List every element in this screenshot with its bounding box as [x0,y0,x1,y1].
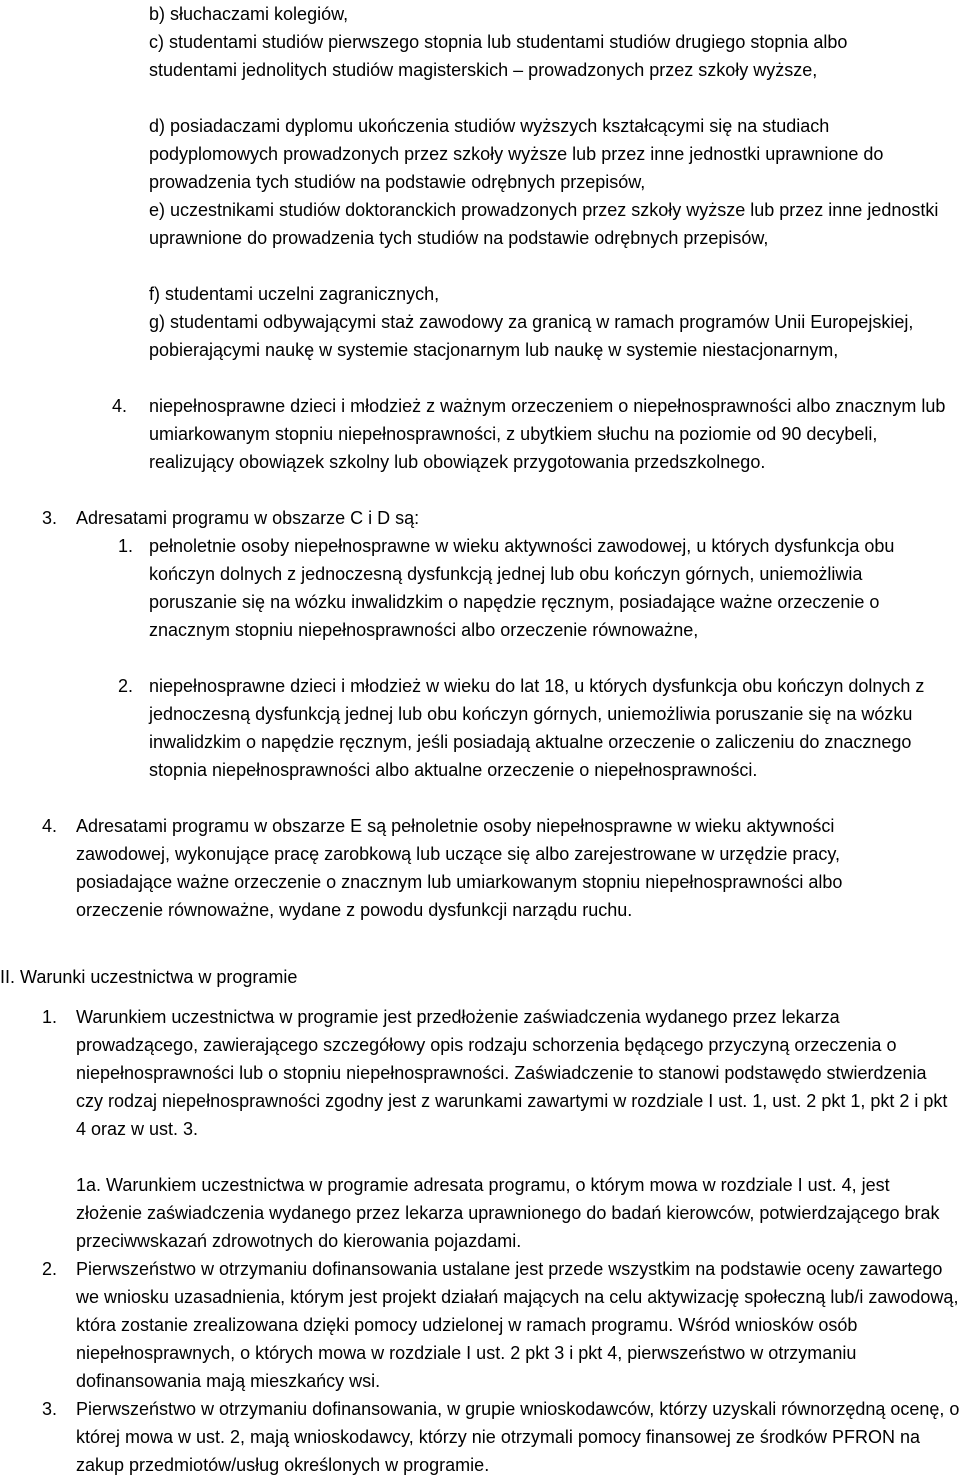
list-number: 1. [118,536,134,556]
list-item-text: niepełnosprawne dzieci i młodzież z ważnym orzeczeniem o niepełnosprawności albo znacznym lub umiarkowanym stopniu niepełnosprawności, z ubytkiem słuchu na poziomie od 90 decybeli, realizujący obowiązek szkolny lub obowiązek przygotowania przedszkolnego. [149,396,946,472]
section-heading-ii: II. Warunki uczestnictwa w programie [0,967,298,987]
section-3-item-2 [118,672,960,784]
section-3-heading: Adresatami programu w obszarze C i D są: [76,508,420,528]
list-item-e: e) uczestnikami studiów doktoranckich prowadzonych przez szkoły wyższe lub przez inne jednostki uprawnione do prowadzenia tych studiów na podstawie odrębnych przepisów, [149,200,939,248]
list-number: 3. [42,508,58,528]
list-item-text: Adresatami programu w obszarze E są pełnoletnie osoby niepełnosprawne w wieku aktywności zawodowej, wykonujące pracę zarobkową lub uczące się albo zarejestrowane w urzędzie pracy, posiadające ważne orzeczenie o znacznym lub umiarkowanym stopniu niepełnosprawności albo orzeczenie równoważne, wydane z powodu dysfunkcji narządu ruchu. [76,816,843,920]
list-item-text: Warunkiem uczestnictwa w programie jest przedłożenie zaświadczenia wydanego przez lekarza prowadzącego, zawierającego szczegółowy opis rodzaju schorzenia będącego przyczyną orzeczenia o niepełnosprawności lub o stopniu niepełnosprawności. Zaświadczenie to stanowi podstawędo stwierdzenia czy rodzaj niepełnosprawności zgodny jest z warunkami zawartymi w rozdziale I ust. 1, ust. 2 pkt 1, pkt 2 i pkt 4 oraz w ust. 3. [76,1007,948,1139]
list-item-c: c) studentami studiów pierwszego stopnia lub studentami studiów drugiego stopnia albo studentami jednolitych studiów magisterskich – prowadzonych przez szkoły wyższe, [149,32,848,80]
section-3-item-1 [118,532,960,644]
list-item-text: niepełnosprawne dzieci i młodzież w wieku do lat 18, u których dysfunkcja obu kończyn dolnych z jednoczesną dysfunkcją jednej lub obu kończyn górnych, uniemożliwia poruszanie się na wózku inwalidzkim o napędzie ręcznym, jeśli posiadają aktualne orzeczenie o zaliczeniu do znacznego stopnia niepełnosprawności albo aktualne orzeczenie o niepełnosprawności. [149,676,925,780]
list-item-text: Pierwszeństwo w otrzymaniu dofinansowania, w grupie wnioskodawców, którzy uzyskali równorzędną ocenę, o której mowa w ust. 2, mają wnioskodawcy, którzy nie otrzymali pomocy finansowej ze środków PFRON na zakup przedmiotów/usług określonych w programie. [76,1399,960,1475]
conditions-item-2 [42,1255,960,1395]
list-item-g: g) studentami odbywającymi staż zawodowy za granicą w ramach programów Unii Europejskiej, pobierającymi naukę w systemie stacjonarnym lub naukę w systemie niestacjonarnym, [149,312,914,360]
conditions-item-1 [42,1003,960,1143]
list-item-text: pełnoletnie osoby niepełnosprawne w wieku aktywności zawodowej, u których dysfunkcja obu kończyn dolnych z jednoczesną dysfunkcją jednej lub obu kończyn górnych, uniemożliwia poruszanie się na wózku inwalidzkim o napędzie ręcznym, posiadające ważne orzeczenie o znacznym stopniu niepełnosprawności albo orzeczenie równoważne, [149,536,895,640]
list-item-text: Pierwszeństwo w otrzymaniu dofinansowania ustalane jest przede wszystkim na podstawie oceny zawartego we wniosku uzasadnienia, którym jest projekt działań mających na celu aktywizację społeczną lub/i zawodową, która zostanie zrealizowana dzięki pomocy udzielonej w ramach programu. Wśród wniosków osób niepełnosprawnych, o których mowa w rozdziale I ust. 2 pkt 3 i pkt 4, pierwszeństwo w otrzymaniu dofinansowania mają mieszkańcy wsi. [76,1259,959,1391]
list-number: 3. [42,1399,58,1419]
list-number: 2. [42,1259,58,1279]
section-3 [42,504,942,532]
section-4 [42,812,960,924]
list-item-f: f) studentami uczelni zagranicznych, [149,284,440,304]
list-item-4 [112,392,960,476]
conditions-item-1a: 1a. Warunkiem uczestnictwa w programie adresata programu, o którym mowa w rozdziale I ust. 4, jest złożenie zaświadczenia wydanego przez lekarza uprawnionego do badań kierowców, potwierdzającego brak przeciwwskazań zdrowotnych do kierowania pojazdami. [76,1175,940,1251]
list-number: 4. [112,396,128,416]
list-item-d: d) posiadaczami dyplomu ukończenia studiów wyższych kształcącymi się na studiach podyplomowych prowadzonych przez szkoły wyższe lub przez inne jednostki uprawnione do prowadzenia tych studiów na podstawie odrębnych przepisów, [149,116,884,192]
list-number: 1. [42,1007,58,1027]
list-item-b: b) słuchaczami kolegiów, [149,4,349,24]
list-number: 4. [42,816,58,836]
list-number: 2. [118,676,134,696]
conditions-item-3 [42,1395,960,1479]
